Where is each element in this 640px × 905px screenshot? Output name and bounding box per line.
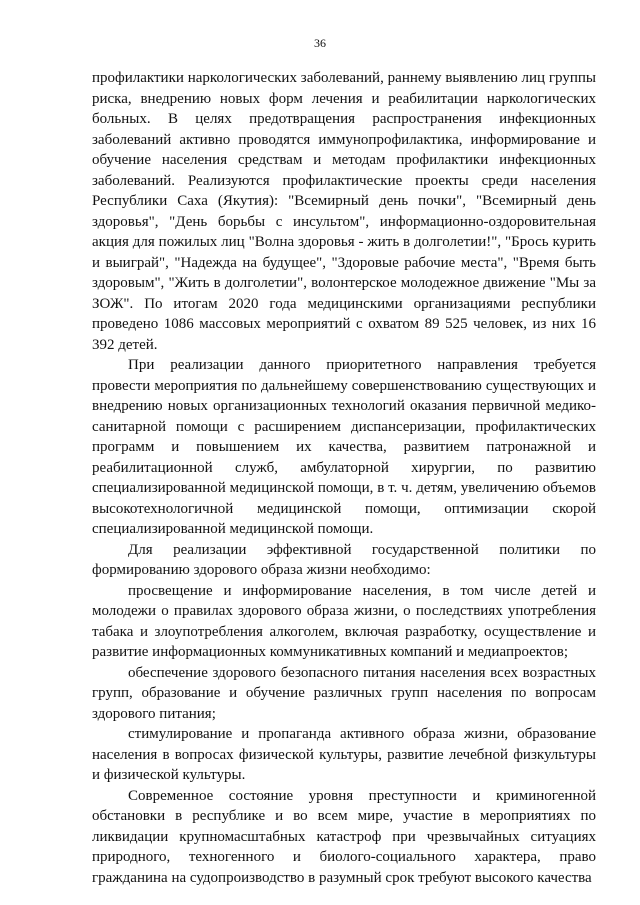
paragraph-2: При реализации данного приоритетного направления требуется провести мероприятия по дальнейшему совершенствованию существующих и внедрению новых организационных технологий оказания первичной медико-санитарной помощи с расширением диспансеризации, профилактических программ и повышением их качества, развитием патронажной и реабилитационной служб, амбулаторной хирургии, по развитию специализированной медицинской помощи, в т. ч. детям, увеличению объемов высокотехнологичной медицинской помощи, оптимизации скорой специализированной медицинской помощи. xyxy=(92,357,596,537)
paragraph-5: обеспечение здорового безопасного питания населения всех возрастных групп, образование и обучение различных групп населения по вопросам здорового питания; xyxy=(92,664,596,722)
paragraph-1: профилактики наркологических заболеваний, раннему выявлению лиц группы риска, внедрению новых форм лечения и реабилитации наркологических больных. В целях предотвращения распространения инфекционных заболеваний активно проводятся иммунопрофилактика, информирование и обучение населения средствам и методам профилактики инфекционных заболеваний. Реализуются профилактические проекты среди населения Республики Саха (Якутия): "Всемирный день почки", "Всемирный день здоровья", "День борьбы с инсультом", информационно-оздоровительная акция для пожилых лиц "Волна здоровья - жить в долголетии!", "Брось курить и выиграй", "Надежда на будущее", "Здоровые рабочие места", "Время быть здоровым", "Жить в долголетии", волонтерское молодежное движение "Мы за ЗОЖ". По итогам 2020 года медицинскими организациями республики проведено 1086 массовых мероприятий с охватом 89 525 человек, из них 16 392 детей. xyxy=(92,70,596,353)
paragraph-3: Для реализации эффективной государственной политики по формированию здорового образа жизни необходимо: xyxy=(92,541,596,578)
body-text xyxy=(92,68,596,888)
paragraph-6: стимулирование и пропаганда активного образа жизни, образование населения в вопросах физической культуры, развитие лечебной физкультуры и физической культуры. xyxy=(92,726,596,783)
page-number: 36 xyxy=(314,36,326,50)
paragraph-4: просвещение и информирование населения, в том числе детей и молодежи о правилах здорового образа жизни, о последствиях употребления табака и злоупотребления алкоголем, включая разработку, осуществление и развитие информационных коммуникативных компаний и медиапроектов; xyxy=(92,582,596,660)
paragraph-7: Современное состояние уровня преступности и криминогенной обстановки в республике и во всем мире, участие в мероприятиях по ликвидации крупномасштабных катастроф при чрезвычайных ситуациях природного, техногенного и биолого-социального характера, право гражданина на судопроизводство в разумный срок требуют высокого качества xyxy=(92,787,596,886)
